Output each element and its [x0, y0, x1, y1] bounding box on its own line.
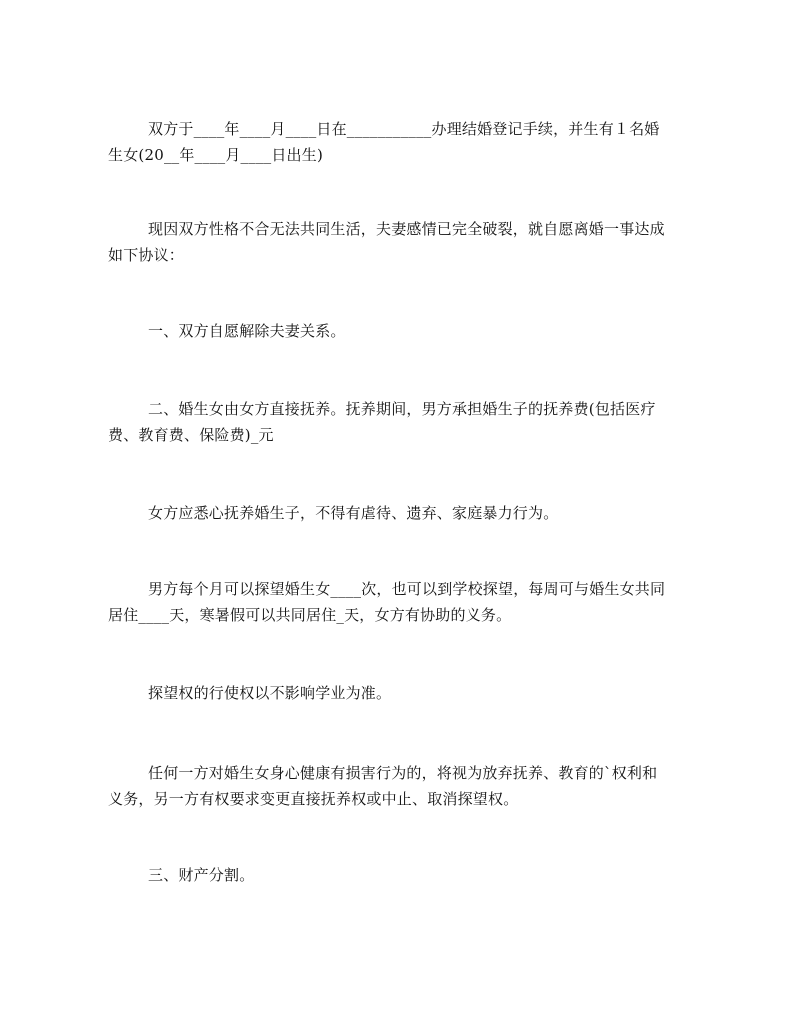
paragraph-visitation-limit [108, 680, 693, 706]
paragraph-line: 一、双方自愿解除夫妻关系。 [148, 322, 346, 340]
paragraph-line: 费、教育费、保险费)_元 [108, 426, 274, 444]
paragraph-care-obligation [108, 500, 693, 526]
clause-three-property [108, 862, 693, 888]
paragraph-line: 女方应悉心抚养婚生子，不得有虐待、遗弃、家庭暴力行为。 [148, 504, 559, 522]
paragraph-visitation [108, 576, 693, 628]
paragraph-line: 居住____天，寒暑假可以共同居住_天，女方有协助的义务。 [108, 606, 512, 624]
paragraph-line: 二、婚生女由女方直接抚养。抚养期间，男方承担婚生子的抚养费(包括医疗 [148, 400, 656, 418]
paragraph-line: 现因双方性格不合无法共同生活，夫妻感情已完全破裂，就自愿离婚一事达成 [148, 220, 665, 238]
paragraph-marriage-registration [108, 116, 693, 168]
paragraph-line: 探望权的行使权以不影响学业为准。 [148, 684, 392, 702]
paragraph-harm-clause [108, 760, 693, 812]
clause-two-custody [108, 396, 693, 448]
paragraph-divorce-reason [108, 216, 693, 268]
paragraph-line: 生女(20__年____月____日出生) [108, 146, 323, 164]
paragraph-line: 义务，另一方有权要求变更直接抚养权或中止、取消探望权。 [108, 790, 519, 808]
clause-one [108, 318, 693, 344]
paragraph-line: 三、财产分割。 [148, 866, 255, 884]
paragraph-line: 双方于____年____月____日在___________办理结婚登记手续，并生有１名婚 [148, 120, 660, 138]
paragraph-line: 如下协议： [108, 246, 185, 264]
paragraph-line: 男方每个月可以探望婚生女____次，也可以到学校探望，每周可与婚生女共同 [148, 580, 666, 598]
paragraph-line: 任何一方对婚生女身心健康有损害行为的，将视为放弃抚养、教育的`权利和 [148, 764, 658, 782]
